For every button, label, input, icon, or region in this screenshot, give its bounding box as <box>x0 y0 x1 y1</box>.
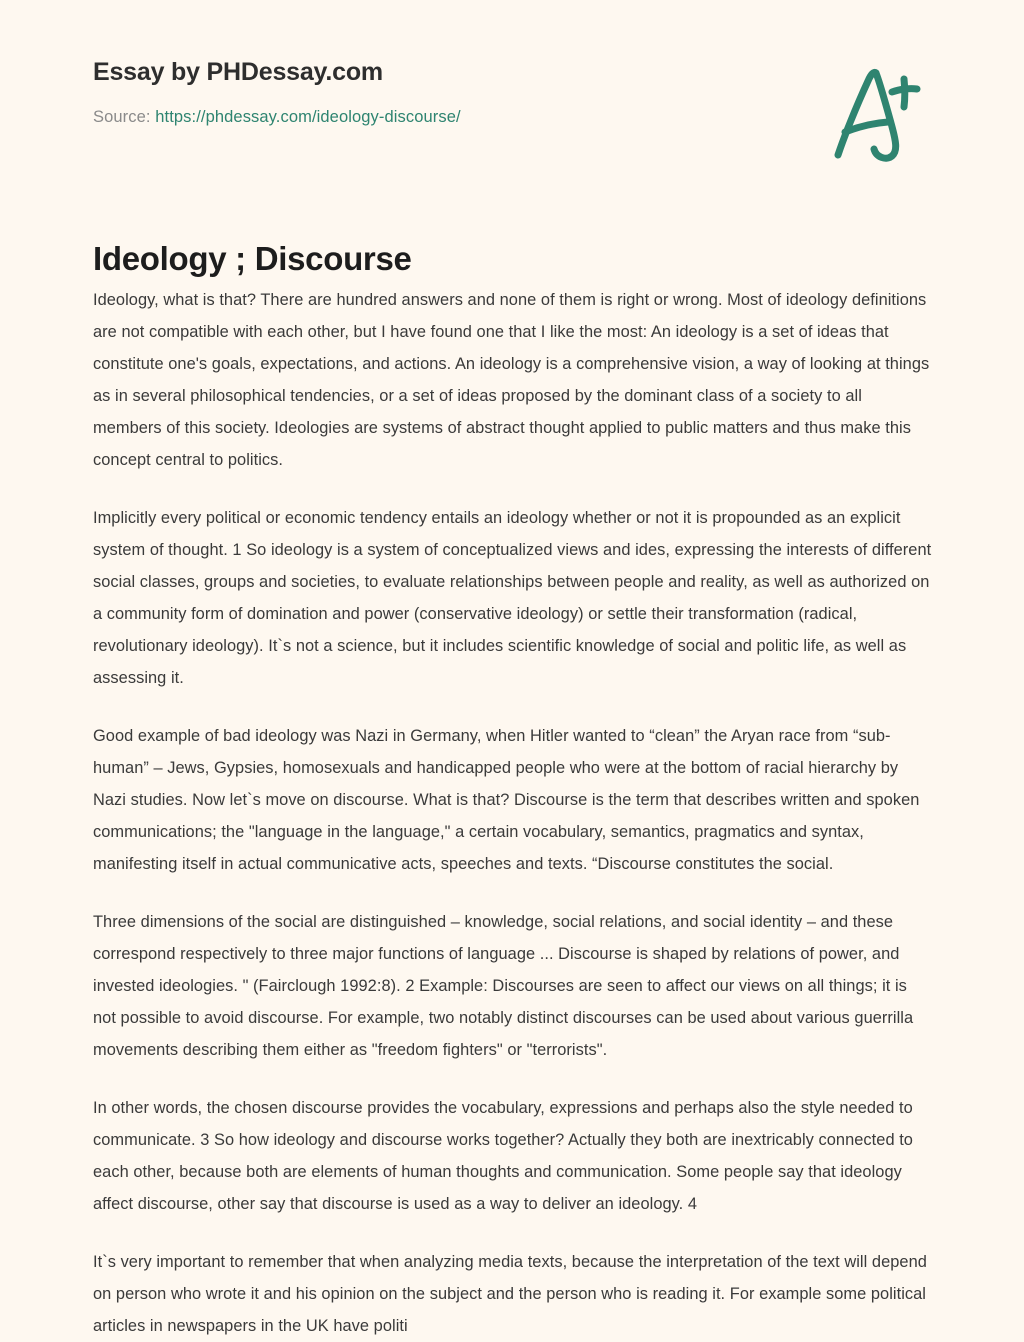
body-paragraph: Implicitly every political or economic tendency entails an ideology whether or not it is propounded as an explicit system of thought. 1 So ideology is a system of conceptualized views and ides, expressing the interests of different social classes, groups and societies, to evaluate relationships between people and reality, as well as authorized on a community form of domination and power (conservative ideology) or settle their transformation (radical, revolutionary ideology). It`s not a science, but it includes scientific knowledge of social and politic life, as well as assessing it. <box>93 509 932 687</box>
source-url-link[interactable]: https://phdessay.com/ideology-discourse/ <box>155 108 461 126</box>
body-paragraph: It`s very important to remember that when analyzing media texts, because the interpretation of the text will depend on person who wrote it and his opinion on the subject and the person who is reading it. For example some political articles in newspapers in the UK have politi <box>93 1253 927 1335</box>
document-header <box>93 57 933 128</box>
brand-byline: Essay by PHDessay.com <box>93 58 383 86</box>
body-paragraph: Ideology, what is that? There are hundred answers and none of them is right or wrong. Most of ideology definitions are not compatible with each other, but I have found one that I like the most: An ideology is a set of ideas that constitute one's goals, expectations, and actions. An ideology is a comprehensive vision, a way of looking at things as in several philosophical tendencies, or a set of ideas proposed by the dominant class of a society to all members of this society. Ideologies are systems of abstract thought applied to public matters and thus make this concept central to politics. <box>93 291 930 469</box>
a-plus-icon <box>818 57 930 169</box>
page-title: Ideology ; Discourse <box>93 240 412 278</box>
body-paragraph: Three dimensions of the social are distinguished – knowledge, social relations, and social identity – and these correspond respectively to three major functions of language ... Discourse is shaped by relations of power, and invested ideologies. " (Fairclough 1992:8). 2 Example: Discourses are seen to affect our views on all things; it is not possible to avoid discourse. For example, two notably distinct discourses can be used about various guerrilla movements describing them either as "freedom fighters" or "terrorists". <box>93 913 914 1059</box>
a-plus-logo <box>818 57 930 169</box>
body-paragraph: Good example of bad ideology was Nazi in Germany, when Hitler wanted to “clean” the Aryan race from “sub-human” – Jews, Gypsies, homosexuals and handicapped people who were at the bottom of racial hierarchy by Nazi studies. Now let`s move on discourse. What is that? Discourse is the term that describes written and spoken communications; the "language in the language," a certain vocabulary, semantics, pragmatics and syntax, manifesting itself in actual communicative acts, speeches and texts. “Discourse constitutes the social. <box>93 727 920 873</box>
source-label: Source: <box>93 108 151 126</box>
source-line <box>93 107 933 128</box>
essay-body <box>93 284 933 1335</box>
body-paragraph: In other words, the chosen discourse provides the vocabulary, expressions and perhaps also the style needed to communicate. 3 So how ideology and discourse works together? Actually they both are inextricably connected to each other, because both are elements of human thoughts and communication. Some people say that ideology affect discourse, other say that discourse is used as a way to deliver an ideology. 4 <box>93 1099 913 1213</box>
